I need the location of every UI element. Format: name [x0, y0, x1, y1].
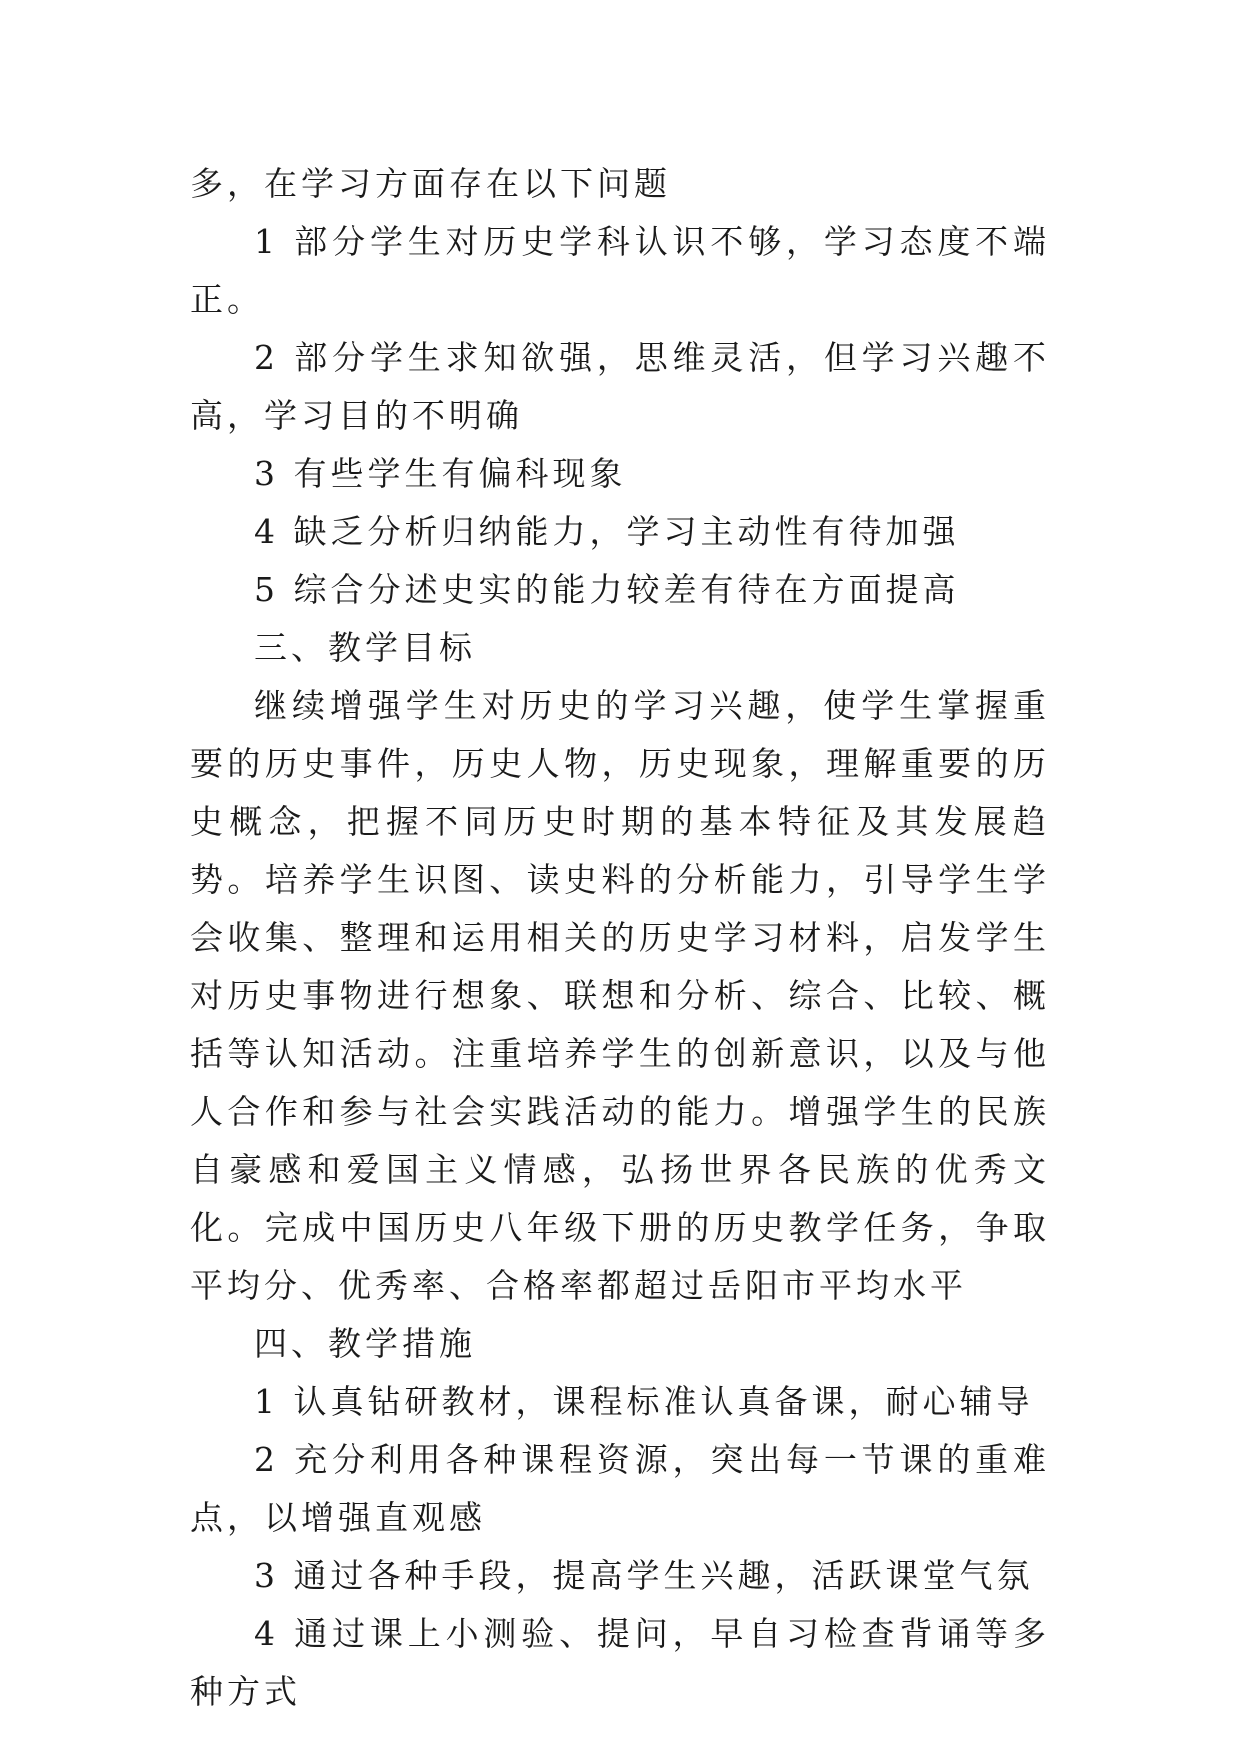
paragraph-problem-1: 1 部分学生对历史学科认识不够，学习态度不端正。 — [190, 222, 1050, 319]
document-body — [190, 155, 1050, 1721]
section-heading-teaching-measures: 四、教学措施 — [254, 1324, 476, 1363]
paragraph-problem-2: 2 部分学生求知欲强，思维灵活，但学习兴趣不高，学习目的不明确 — [190, 338, 1050, 435]
paragraph-problem-4: 4 缺乏分析归纳能力，学习主动性有待加强 — [254, 512, 960, 551]
paragraph-measure-4: 4 通过课上小测验、提问，早自习检查背诵等多种方式 — [190, 1614, 1050, 1711]
paragraph-problem-5: 5 综合分述史实的能力较差有待在方面提高 — [254, 570, 960, 609]
section-heading-teaching-goals: 三、教学目标 — [254, 628, 476, 667]
paragraph-measure-1: 1 认真钻研教材，课程标准认真备课，耐心辅导 — [254, 1382, 1034, 1421]
paragraph-problem-3: 3 有些学生有偏科现象 — [254, 454, 627, 493]
paragraph-teaching-goals: 继续增强学生对历史的学习兴趣，使学生掌握重要的历史事件，历史人物，历史现象，理解重要的历史概念，把握不同历史时期的基本特征及其发展趋势。培养学生识图、读史料的分析能力，引导学生学会收集、整理和运用相关的历史学习材料，启发学生对历史事物进行想象、联想和分析、综合、比较、概括等认知活动。注重培养学生的创新意识，以及与他人合作和参与社会实践活动的能力。增强学生的民族自豪感和爱国主义情感，弘扬世界各民族的优秀文化。完成中国历史八年级下册的历史教学任务，争取平均分、优秀率、合格率都超过岳阳市平均水平 — [190, 686, 1050, 1305]
paragraph-measure-2: 2 充分利用各种课程资源，突出每一节课的重难点，以增强直观感 — [190, 1440, 1050, 1537]
paragraph-measure-3: 3 通过各种手段，提高学生兴趣，活跃课堂气氛 — [254, 1556, 1034, 1595]
paragraph-continuation: 多，在学习方面存在以下问题 — [190, 164, 671, 203]
